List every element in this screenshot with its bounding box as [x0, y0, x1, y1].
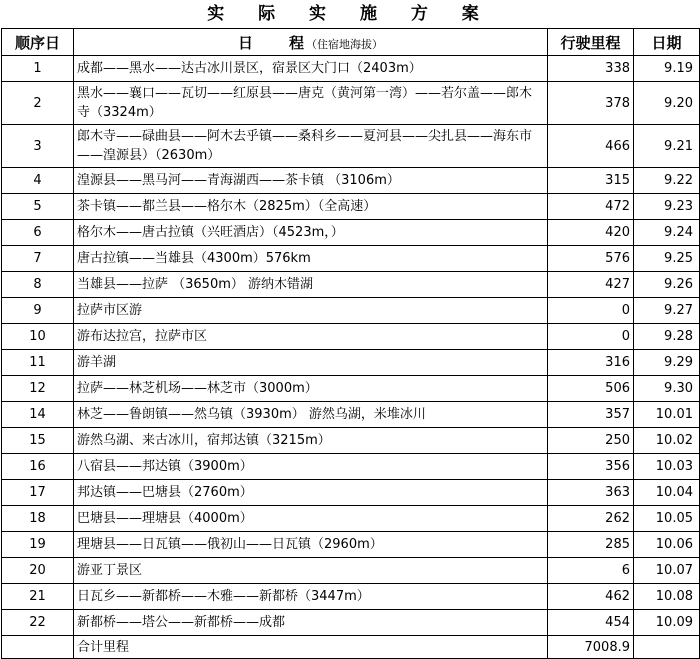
table-row — [2, 56, 700, 82]
distance-cell: 6 — [548, 558, 634, 584]
route-cell: 游布达拉宫，拉萨市区 — [74, 324, 548, 350]
route-cell: 黑水——襄口——瓦切——红原县——唐克（黄河第一湾）——若尔盖——郎木寺（3324m） — [74, 82, 548, 125]
route-cell: 游亚丁景区 — [74, 558, 548, 584]
route-cell: 日瓦乡——新都桥——木雅——新都桥（3447m） — [74, 584, 548, 610]
table-row — [2, 125, 700, 168]
header-row — [2, 29, 700, 56]
seq-cell: 21 — [2, 584, 74, 610]
date-cell: 9.27 — [634, 298, 700, 324]
date-cell: 9.23 — [634, 194, 700, 220]
date-cell: 9.25 — [634, 246, 700, 272]
date-cell: 9.19 — [634, 56, 700, 82]
route-cell: 当雄县——拉萨 （3650m） 游纳木错湖 — [74, 272, 548, 298]
seq-cell: 6 — [2, 220, 74, 246]
distance-cell: 0 — [548, 298, 634, 324]
distance-cell: 472 — [548, 194, 634, 220]
header-distance: 行驶里程 — [548, 29, 634, 56]
date-cell: 9.21 — [634, 125, 700, 168]
date-cell: 10.02 — [634, 428, 700, 454]
distance-cell: 506 — [548, 376, 634, 402]
total-seq-cell — [2, 636, 74, 659]
total-row — [2, 636, 700, 659]
date-cell: 9.28 — [634, 324, 700, 350]
route-cell: 游然乌湖、来古冰川，宿邦达镇（3215m） — [74, 428, 548, 454]
total-date-cell — [634, 636, 700, 659]
seq-cell: 3 — [2, 125, 74, 168]
total-label: 合计里程 — [74, 636, 548, 659]
itinerary-table — [1, 28, 700, 659]
route-cell: 唐古拉镇——当雄县（4300m）576km — [74, 246, 548, 272]
route-cell: 拉萨——林芝机场——林芝市（3000m） — [74, 376, 548, 402]
seq-cell: 4 — [2, 168, 74, 194]
route-cell: 游羊湖 — [74, 350, 548, 376]
distance-cell: 285 — [548, 532, 634, 558]
table-row — [2, 480, 700, 506]
date-cell: 9.29 — [634, 350, 700, 376]
date-cell: 10.09 — [634, 610, 700, 636]
distance-cell: 462 — [548, 584, 634, 610]
route-cell: 格尔木——唐古拉镇（兴旺酒店）（4523m，） — [74, 220, 548, 246]
table-row — [2, 376, 700, 402]
seq-cell: 12 — [2, 376, 74, 402]
total-distance: 7008.9 — [548, 636, 634, 659]
date-cell: 10.04 — [634, 480, 700, 506]
route-cell: 成都——黑水——达古冰川景区，宿景区大门口（2403m） — [74, 56, 548, 82]
date-cell: 10.07 — [634, 558, 700, 584]
header-seq: 顺序日 — [2, 29, 74, 56]
date-cell: 9.22 — [634, 168, 700, 194]
distance-cell: 315 — [548, 168, 634, 194]
table-row — [2, 584, 700, 610]
table-row — [2, 298, 700, 324]
route-cell: 理塘县——日瓦镇——俄初山——日瓦镇（2960m） — [74, 532, 548, 558]
distance-cell: 316 — [548, 350, 634, 376]
distance-cell: 0 — [548, 324, 634, 350]
seq-cell: 17 — [2, 480, 74, 506]
seq-cell: 18 — [2, 506, 74, 532]
date-cell: 9.20 — [634, 82, 700, 125]
table-row — [2, 610, 700, 636]
route-cell: 八宿县——邦达镇（3900m） — [74, 454, 548, 480]
table-row — [2, 402, 700, 428]
seq-cell: 5 — [2, 194, 74, 220]
table-row — [2, 506, 700, 532]
seq-cell: 11 — [2, 350, 74, 376]
table-row — [2, 454, 700, 480]
page-title: 实 际 实 施 方 案 — [207, 4, 493, 24]
date-cell: 10.06 — [634, 532, 700, 558]
distance-cell: 357 — [548, 402, 634, 428]
distance-cell: 356 — [548, 454, 634, 480]
seq-cell: 20 — [2, 558, 74, 584]
route-cell: 茶卡镇——都兰县——格尔木（2825m）（全高速） — [74, 194, 548, 220]
seq-cell: 22 — [2, 610, 74, 636]
distance-cell: 454 — [548, 610, 634, 636]
date-cell: 10.01 — [634, 402, 700, 428]
date-cell: 9.26 — [634, 272, 700, 298]
route-cell: 新都桥——塔公——新都桥——成都 — [74, 610, 548, 636]
route-cell: 巴塘县——理塘县（4000m） — [74, 506, 548, 532]
table-row — [2, 558, 700, 584]
table-row — [2, 532, 700, 558]
table-row — [2, 220, 700, 246]
date-cell: 10.03 — [634, 454, 700, 480]
route-cell: 林芝——鲁朗镇——然乌镇（3930m） 游然乌湖，米堆冰川 — [74, 402, 548, 428]
table-row — [2, 324, 700, 350]
table-row — [2, 428, 700, 454]
seq-cell: 1 — [2, 56, 74, 82]
seq-cell: 10 — [2, 324, 74, 350]
seq-cell: 16 — [2, 454, 74, 480]
header-route — [74, 29, 548, 56]
table-row — [2, 194, 700, 220]
distance-cell: 262 — [548, 506, 634, 532]
distance-cell: 250 — [548, 428, 634, 454]
distance-cell: 576 — [548, 246, 634, 272]
seq-cell: 9 — [2, 298, 74, 324]
table-row — [2, 272, 700, 298]
distance-cell: 378 — [548, 82, 634, 125]
date-cell: 10.08 — [634, 584, 700, 610]
table-row — [2, 82, 700, 125]
route-cell: 邦达镇——巴塘县（2760m） — [74, 480, 548, 506]
seq-cell: 8 — [2, 272, 74, 298]
table-row — [2, 350, 700, 376]
date-cell: 9.24 — [634, 220, 700, 246]
header-date: 日期 — [634, 29, 700, 56]
seq-cell: 14 — [2, 402, 74, 428]
date-cell: 10.05 — [634, 506, 700, 532]
date-cell: 9.30 — [634, 376, 700, 402]
route-cell: 湟源县——黑马河——青海湖西——茶卡镇 （3106m） — [74, 168, 548, 194]
header-route-note: （住宿地海拔） — [306, 37, 383, 51]
distance-cell: 427 — [548, 272, 634, 298]
distance-cell: 466 — [548, 125, 634, 168]
seq-cell: 2 — [2, 82, 74, 125]
seq-cell: 19 — [2, 532, 74, 558]
table-row — [2, 246, 700, 272]
distance-cell: 420 — [548, 220, 634, 246]
distance-cell: 338 — [548, 56, 634, 82]
header-route-label: 日 程 — [237, 33, 306, 52]
seq-cell: 15 — [2, 428, 74, 454]
table-row — [2, 168, 700, 194]
distance-cell: 363 — [548, 480, 634, 506]
route-cell: 郎木寺——碌曲县——阿木去乎镇——桑科乡——夏河县——尖扎县——海东市——湟源县）（2630m） — [74, 125, 548, 168]
route-cell: 拉萨市区游 — [74, 298, 548, 324]
seq-cell: 7 — [2, 246, 74, 272]
